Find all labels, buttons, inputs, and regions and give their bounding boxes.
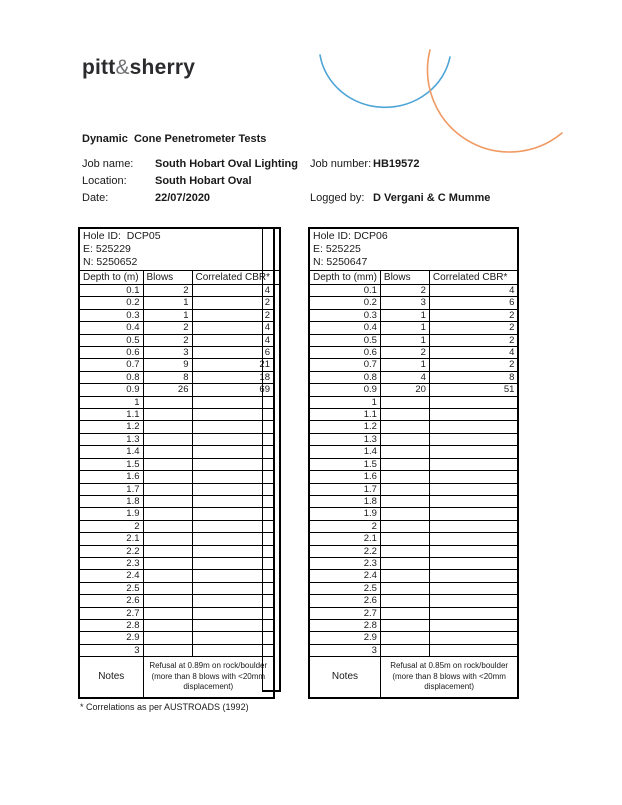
blows-cell xyxy=(143,483,192,495)
cbr-cell xyxy=(429,446,518,458)
cbr-cell xyxy=(429,607,518,619)
depth-cell: 0.2 xyxy=(309,297,380,309)
cbr-cell xyxy=(429,582,518,594)
blows-cell xyxy=(380,619,429,631)
blows-cell: 2 xyxy=(143,285,192,297)
date-label: Date: xyxy=(82,192,109,204)
easting-line: E: 525225 xyxy=(313,243,361,255)
table-row xyxy=(309,644,518,656)
notes-row xyxy=(309,657,518,699)
cbr-cell xyxy=(429,471,518,483)
cbr-cell: 2 xyxy=(429,334,518,346)
cbr-cell: 8 xyxy=(429,371,518,383)
cbr-cell: 2 xyxy=(429,322,518,334)
blows-cell xyxy=(380,396,429,408)
depth-cell: 2.1 xyxy=(79,533,143,545)
blows-cell xyxy=(143,644,192,656)
depth-cell: 1.8 xyxy=(79,495,143,507)
correlations-footnote: * Correlations as per AUSTROADS (1992) xyxy=(80,702,249,712)
depth-cell: 0.4 xyxy=(309,322,380,334)
hole-id-block xyxy=(79,228,274,271)
table-row xyxy=(309,545,518,557)
logo-part1: pitt xyxy=(82,56,116,79)
table-row xyxy=(79,570,274,582)
notes-text: Refusal at 0.89m on rock/boulder (more than 8 blows with <20mm displacement) xyxy=(143,657,274,699)
cbr-cell: 21 xyxy=(192,359,274,371)
cbr-cell: 4 xyxy=(192,285,274,297)
table-row xyxy=(79,508,274,520)
depth-cell: 1.4 xyxy=(309,446,380,458)
table-row xyxy=(309,347,518,359)
table-row xyxy=(309,359,518,371)
table-row xyxy=(309,384,518,396)
table-row xyxy=(309,421,518,433)
table-row xyxy=(309,334,518,346)
depth-cell: 2.2 xyxy=(309,545,380,557)
table-row xyxy=(309,495,518,507)
blows-column-header: Blows xyxy=(143,271,192,285)
blows-cell xyxy=(143,632,192,644)
depth-cell: 1.5 xyxy=(309,458,380,470)
cbr-cell xyxy=(429,483,518,495)
pitt-sherry-logo xyxy=(82,56,195,80)
depth-cell: 1.9 xyxy=(79,508,143,520)
cbr-cell xyxy=(429,557,518,569)
blows-column-header: Blows xyxy=(380,271,429,285)
cbr-column-header: Correlated CBR* xyxy=(192,271,274,285)
page-title: Dynamic Cone Penetrometer Tests xyxy=(82,133,267,145)
table-row xyxy=(309,557,518,569)
table-row xyxy=(309,446,518,458)
cbr-cell xyxy=(429,433,518,445)
table-row xyxy=(309,595,518,607)
hole-id-line: Hole ID: DCP05 xyxy=(83,230,161,242)
table-row xyxy=(79,359,274,371)
depth-cell: 2 xyxy=(309,520,380,532)
table-row xyxy=(309,533,518,545)
depth-column-header: Depth to (mm) xyxy=(309,271,380,285)
blows-cell: 1 xyxy=(380,322,429,334)
northing-line: N: 5250652 xyxy=(83,256,138,268)
notes-label: Notes xyxy=(309,657,380,699)
table-row xyxy=(79,309,274,321)
cbr-cell xyxy=(429,421,518,433)
notes-label: Notes xyxy=(79,657,143,699)
cbr-cell: 69 xyxy=(192,384,274,396)
table-row xyxy=(309,285,518,297)
table-row xyxy=(79,495,274,507)
cbr-cell xyxy=(429,619,518,631)
depth-cell: 2.4 xyxy=(79,570,143,582)
cbr-cell xyxy=(429,508,518,520)
depth-cell: 0.2 xyxy=(79,297,143,309)
depth-cell: 2 xyxy=(79,520,143,532)
cbr-cell: 4 xyxy=(429,347,518,359)
cbr-cell xyxy=(429,644,518,656)
table-row xyxy=(309,508,518,520)
table-row xyxy=(309,396,518,408)
table-row xyxy=(309,582,518,594)
blows-cell xyxy=(143,495,192,507)
dcp-test-table xyxy=(78,227,275,699)
cbr-cell xyxy=(429,458,518,470)
cbr-cell xyxy=(429,570,518,582)
logged-by-value: D Vergani & C Mumme xyxy=(373,192,491,204)
cbr-cell xyxy=(429,533,518,545)
depth-cell: 0.1 xyxy=(79,285,143,297)
depth-cell: 1.6 xyxy=(79,471,143,483)
blows-cell xyxy=(143,545,192,557)
blows-cell xyxy=(143,433,192,445)
table-row xyxy=(79,533,274,545)
table-row xyxy=(79,347,274,359)
table-row xyxy=(79,595,274,607)
date-value: 22/07/2020 xyxy=(155,192,211,204)
blows-cell xyxy=(380,570,429,582)
blows-cell xyxy=(380,471,429,483)
blows-cell: 1 xyxy=(380,359,429,371)
blows-cell xyxy=(143,421,192,433)
blows-cell xyxy=(380,458,429,470)
blows-cell xyxy=(143,409,192,421)
spare-column-strip xyxy=(262,227,281,692)
depth-cell: 0.6 xyxy=(309,347,380,359)
blows-cell xyxy=(380,446,429,458)
table-row xyxy=(79,433,274,445)
blows-cell xyxy=(380,644,429,656)
table-row xyxy=(79,483,274,495)
blows-cell: 8 xyxy=(143,371,192,383)
cbr-cell xyxy=(429,396,518,408)
table-row xyxy=(79,607,274,619)
table-row xyxy=(79,446,274,458)
blows-cell xyxy=(380,545,429,557)
blows-cell xyxy=(143,582,192,594)
cbr-cell: 51 xyxy=(429,384,518,396)
depth-cell: 2.3 xyxy=(79,557,143,569)
blows-cell: 2 xyxy=(143,334,192,346)
depth-cell: 2.6 xyxy=(79,595,143,607)
table-row xyxy=(79,520,274,532)
table-row xyxy=(309,297,518,309)
depth-cell: 1.7 xyxy=(309,483,380,495)
blows-cell: 1 xyxy=(380,309,429,321)
depth-cell: 0.3 xyxy=(79,309,143,321)
depth-cell: 2.6 xyxy=(309,595,380,607)
blows-cell xyxy=(143,396,192,408)
table-row xyxy=(309,570,518,582)
cbr-cell xyxy=(429,409,518,421)
table-header-row xyxy=(79,271,274,285)
northing-line: N: 5250647 xyxy=(313,256,368,268)
depth-cell: 1.6 xyxy=(309,471,380,483)
table-row xyxy=(309,433,518,445)
blows-cell xyxy=(380,557,429,569)
depth-cell: 0.4 xyxy=(79,322,143,334)
table-row xyxy=(79,582,274,594)
blows-cell xyxy=(143,533,192,545)
blows-cell xyxy=(380,582,429,594)
table-row xyxy=(79,285,274,297)
blows-cell xyxy=(143,508,192,520)
cbr-cell xyxy=(429,545,518,557)
depth-cell: 0.3 xyxy=(309,309,380,321)
blows-cell: 1 xyxy=(380,334,429,346)
blows-cell: 4 xyxy=(380,371,429,383)
blue-arc xyxy=(320,55,450,107)
table-row xyxy=(309,458,518,470)
depth-cell: 1.9 xyxy=(309,508,380,520)
blows-cell xyxy=(143,619,192,631)
table-row xyxy=(79,471,274,483)
table-row xyxy=(79,421,274,433)
table-row xyxy=(79,644,274,656)
decorative-arcs xyxy=(300,28,580,153)
depth-cell: 1.3 xyxy=(309,433,380,445)
depth-cell: 2.3 xyxy=(309,557,380,569)
depth-cell: 2.9 xyxy=(309,632,380,644)
blows-cell xyxy=(380,495,429,507)
depth-cell: 2.5 xyxy=(309,582,380,594)
blows-cell xyxy=(143,471,192,483)
depth-cell: 0.5 xyxy=(309,334,380,346)
depth-cell: 0.6 xyxy=(79,347,143,359)
blows-cell xyxy=(380,595,429,607)
job-number-value: HB19572 xyxy=(373,158,420,170)
table-row xyxy=(309,322,518,334)
depth-cell: 3 xyxy=(309,644,380,656)
blows-cell xyxy=(380,607,429,619)
depth-cell: 1.2 xyxy=(309,421,380,433)
job-name-label: Job name: xyxy=(82,158,134,170)
blows-cell xyxy=(143,520,192,532)
blows-cell xyxy=(143,458,192,470)
table-row xyxy=(309,471,518,483)
hole-id-line: Hole ID: DCP06 xyxy=(313,230,388,242)
cbr-cell: 2 xyxy=(429,309,518,321)
table-row xyxy=(79,334,274,346)
table-row xyxy=(79,557,274,569)
dcp05-table-container xyxy=(78,227,275,699)
cbr-cell: 18 xyxy=(192,371,274,383)
depth-cell: 0.1 xyxy=(309,285,380,297)
table-row xyxy=(309,483,518,495)
depth-cell: 1.7 xyxy=(79,483,143,495)
table-row xyxy=(79,458,274,470)
blows-cell xyxy=(143,570,192,582)
cbr-cell: 2 xyxy=(429,359,518,371)
depth-cell: 2.8 xyxy=(79,619,143,631)
depth-cell: 2.4 xyxy=(309,570,380,582)
logged-by-label: Logged by: xyxy=(310,192,365,204)
depth-cell: 2.9 xyxy=(79,632,143,644)
table-row xyxy=(79,632,274,644)
depth-cell: 1.1 xyxy=(79,409,143,421)
blows-cell xyxy=(380,483,429,495)
table-row xyxy=(309,520,518,532)
cbr-cell: 4 xyxy=(429,285,518,297)
depth-cell: 2.8 xyxy=(309,619,380,631)
blows-cell: 2 xyxy=(143,322,192,334)
cbr-cell: 2 xyxy=(192,309,274,321)
blows-cell xyxy=(380,409,429,421)
table-row xyxy=(79,384,274,396)
table-row xyxy=(309,228,518,271)
depth-cell: 1.5 xyxy=(79,458,143,470)
cbr-cell xyxy=(429,495,518,507)
blows-cell xyxy=(143,595,192,607)
table-row xyxy=(309,632,518,644)
logo-part2: sherry xyxy=(129,56,196,79)
depth-cell: 0.7 xyxy=(79,359,143,371)
notes-text: Refusal at 0.85m on rock/boulder (more than 8 blows with <20mm displacement) xyxy=(380,657,518,699)
depth-cell: 1.8 xyxy=(309,495,380,507)
hole-id-block xyxy=(309,228,518,271)
dcp-test-table xyxy=(308,227,519,699)
job-number-label: Job number: xyxy=(310,158,372,170)
depth-cell: 2.7 xyxy=(309,607,380,619)
blows-cell: 2 xyxy=(380,347,429,359)
blows-cell: 3 xyxy=(143,347,192,359)
blows-cell: 26 xyxy=(143,384,192,396)
table-row xyxy=(309,607,518,619)
cbr-cell: 2 xyxy=(192,297,274,309)
depth-cell: 1.2 xyxy=(79,421,143,433)
blows-cell xyxy=(380,520,429,532)
blows-cell: 1 xyxy=(143,297,192,309)
table-row xyxy=(309,309,518,321)
logo-ampersand: & xyxy=(115,56,130,79)
table-row xyxy=(79,297,274,309)
table-row xyxy=(309,371,518,383)
depth-cell: 0.8 xyxy=(309,371,380,383)
blows-cell: 20 xyxy=(380,384,429,396)
blows-cell xyxy=(380,533,429,545)
depth-cell: 2.2 xyxy=(79,545,143,557)
table-row xyxy=(79,228,274,271)
depth-cell: 3 xyxy=(79,644,143,656)
table-row xyxy=(79,322,274,334)
depth-cell: 0.9 xyxy=(309,384,380,396)
blows-cell: 2 xyxy=(380,285,429,297)
depth-cell: 1 xyxy=(79,396,143,408)
easting-line: E: 525229 xyxy=(83,243,131,255)
notes-row xyxy=(79,657,274,699)
depth-cell: 0.8 xyxy=(79,371,143,383)
dcp06-table-container xyxy=(308,227,519,699)
blows-cell xyxy=(143,557,192,569)
job-name-value: South Hobart Oval Lighting xyxy=(155,158,298,170)
table-row xyxy=(79,619,274,631)
table-row xyxy=(79,396,274,408)
blows-cell xyxy=(380,433,429,445)
table-row xyxy=(79,409,274,421)
depth-cell: 1 xyxy=(309,396,380,408)
depth-cell: 2.7 xyxy=(79,607,143,619)
table-header-row xyxy=(309,271,518,285)
depth-cell: 0.5 xyxy=(79,334,143,346)
depth-cell: 0.7 xyxy=(309,359,380,371)
depth-cell: 0.9 xyxy=(79,384,143,396)
cbr-cell: 6 xyxy=(192,347,274,359)
blows-cell xyxy=(380,632,429,644)
blows-cell xyxy=(143,446,192,458)
depth-cell: 2.5 xyxy=(79,582,143,594)
location-value: South Hobart Oval xyxy=(155,175,252,187)
cbr-cell: 4 xyxy=(192,334,274,346)
location-label: Location: xyxy=(82,175,127,187)
blows-cell xyxy=(143,607,192,619)
cbr-column-header: Correlated CBR* xyxy=(429,271,518,285)
cbr-cell: 6 xyxy=(429,297,518,309)
blows-cell xyxy=(380,421,429,433)
cbr-cell: 4 xyxy=(192,322,274,334)
blows-cell: 9 xyxy=(143,359,192,371)
cbr-cell xyxy=(429,632,518,644)
cbr-cell xyxy=(429,595,518,607)
cbr-cell xyxy=(429,520,518,532)
blows-cell: 1 xyxy=(143,309,192,321)
blows-cell: 3 xyxy=(380,297,429,309)
table-row xyxy=(309,409,518,421)
depth-cell: 1.3 xyxy=(79,433,143,445)
depth-cell: 1.4 xyxy=(79,446,143,458)
table-row xyxy=(79,371,274,383)
blows-cell xyxy=(380,508,429,520)
depth-column-header: Depth to (m) xyxy=(79,271,143,285)
table-row xyxy=(79,545,274,557)
depth-cell: 1.1 xyxy=(309,409,380,421)
table-row xyxy=(309,619,518,631)
depth-cell: 2.1 xyxy=(309,533,380,545)
